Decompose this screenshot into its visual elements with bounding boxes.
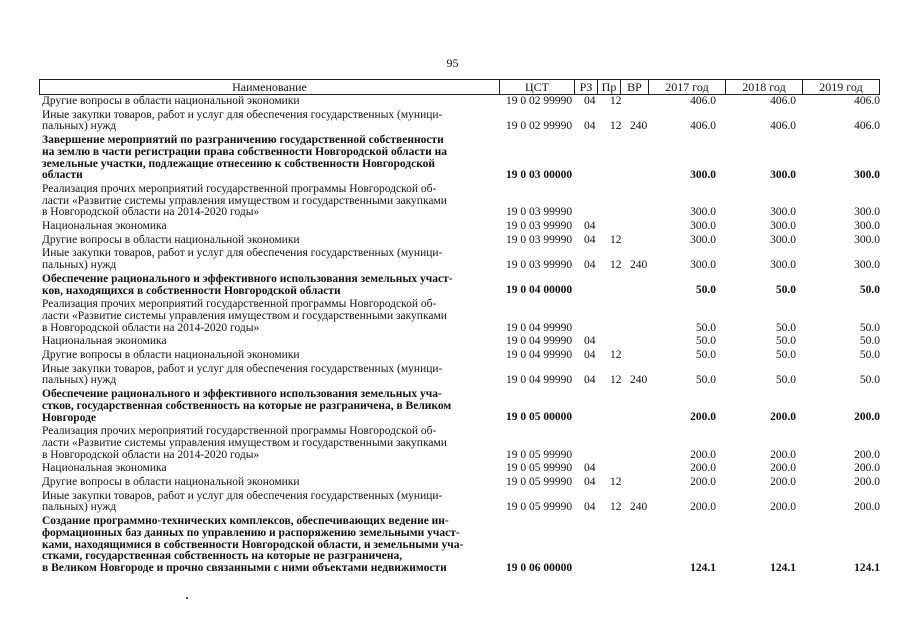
row-cst: 19 0 02 99990 [506, 94, 573, 107]
row-name-line: Другие вопросы в области национальной экономики [42, 349, 300, 361]
row-2017: 50.0 [695, 321, 716, 334]
row-name-line: области [42, 169, 83, 182]
row-2017: 50.0 [695, 335, 716, 348]
row-cst: 19 0 04 00000 [506, 284, 573, 297]
row-2018: 200.0 [770, 501, 796, 514]
row-name [42, 389, 497, 424]
row-2018: 50.0 [775, 348, 796, 361]
row-2017: 200.0 [690, 475, 716, 488]
row-name [42, 96, 497, 108]
row-name-line: стками, государственная собственность на которые не разграничена, [42, 550, 403, 563]
row-name-line: земельные участки, подлежащие отнесению к собственности Новгородской [42, 157, 436, 170]
header-cst: ЦСТ [499, 80, 574, 94]
row-cst: 19 0 05 00000 [506, 411, 573, 424]
row-pr: 12 [610, 94, 622, 107]
row-pr: 12 [610, 120, 622, 133]
row-2018: 300.0 [770, 206, 796, 219]
row-name-line: в Великом Новгороде и прочно связанными с ними объектами недвижимости [42, 561, 447, 574]
row-2017: 50.0 [695, 348, 716, 361]
row-name-line: Обеспечение рационального и эффективного использования земельных уча- [42, 388, 442, 401]
row-rz: 04 [584, 335, 596, 348]
row-name-line: Национальная экономика [42, 462, 167, 475]
row-rz: 04 [584, 94, 596, 107]
row-name-line: пальных) нужд [42, 120, 117, 133]
row-name-line: Другие вопросы в области национальной экономики [42, 95, 300, 107]
row-name [42, 364, 497, 387]
row-2018: 200.0 [770, 411, 796, 424]
row-name [42, 426, 497, 461]
row-vr: 240 [630, 120, 648, 133]
row-2019: 50.0 [859, 374, 880, 387]
row-2017: 200.0 [690, 411, 716, 424]
row-rz: 04 [584, 501, 596, 514]
row-cst: 19 0 03 99990 [506, 233, 573, 246]
row-name [42, 135, 497, 182]
row-2017: 200.0 [690, 448, 716, 461]
table-row [42, 491, 880, 514]
table-row [42, 248, 880, 271]
row-2017: 300.0 [690, 169, 716, 182]
table-row [42, 110, 880, 133]
table-row [42, 350, 880, 362]
row-2019: 200.0 [854, 475, 880, 488]
table-row [42, 336, 880, 348]
row-name [42, 463, 497, 475]
row-pr: 12 [610, 475, 622, 488]
row-cst: 19 0 04 99990 [506, 374, 573, 387]
row-2018: 50.0 [775, 335, 796, 348]
row-cst: 19 0 05 99990 [506, 501, 573, 514]
row-cst: 19 0 03 00000 [506, 169, 573, 182]
row-name [42, 299, 497, 334]
table-row [42, 96, 880, 108]
table-row [42, 274, 880, 297]
scan-speck [186, 597, 188, 599]
row-2017: 300.0 [690, 259, 716, 272]
row-2017: 300.0 [690, 206, 716, 219]
row-2018: 300.0 [770, 219, 796, 232]
row-name [42, 491, 497, 514]
row-cst: 19 0 03 99990 [506, 206, 573, 219]
row-2018: 124.1 [770, 561, 796, 574]
row-2018: 300.0 [770, 233, 796, 246]
table-row [42, 364, 880, 387]
header-name: Наименование [39, 80, 499, 94]
row-2017: 300.0 [690, 233, 716, 246]
row-name-line: Реализация прочих мероприятий государственной программы Новгородской об- [42, 425, 437, 438]
row-2019: 200.0 [854, 448, 880, 461]
row-2019: 50.0 [859, 335, 880, 348]
table-row [42, 389, 880, 424]
row-2018: 50.0 [775, 321, 796, 334]
header-2019: 2019 год [802, 80, 880, 94]
row-2019: 124.1 [854, 561, 880, 574]
row-name-line: пальных) нужд [42, 501, 117, 514]
row-2018: 200.0 [770, 475, 796, 488]
row-name-line: Новгороде [42, 411, 97, 424]
row-cst: 19 0 03 99990 [506, 219, 573, 232]
row-vr: 240 [630, 374, 648, 387]
row-cst: 19 0 05 99990 [506, 475, 573, 488]
row-2019: 50.0 [859, 284, 880, 297]
row-name-line: ков, находящихся в собственности Новгородской области [42, 284, 341, 297]
row-name [42, 336, 497, 348]
table-row [42, 463, 880, 475]
row-2019: 406.0 [854, 120, 880, 133]
row-name [42, 274, 497, 297]
row-2018: 406.0 [770, 120, 796, 133]
row-2018: 50.0 [775, 374, 796, 387]
row-2018: 50.0 [775, 284, 796, 297]
row-2017: 406.0 [690, 120, 716, 133]
row-cst: 19 0 04 99990 [506, 321, 573, 334]
row-pr: 12 [610, 348, 622, 361]
row-name-line: Национальная экономика [42, 335, 167, 348]
row-name-line: Реализация прочих мероприятий государственной программы Новгородской об- [42, 298, 437, 311]
row-name-line: Другие вопросы в области национальной экономики [42, 476, 300, 488]
table-row [42, 426, 880, 461]
row-2019: 300.0 [854, 233, 880, 246]
row-name-line: Иные закупки товаров, работ и услуг для обеспечения государственных (муници- [42, 362, 443, 375]
row-name-line: ками, находящимися в собственности Новгородской области, и земельными уча- [42, 538, 464, 551]
row-cst: 19 0 05 99990 [506, 448, 573, 461]
row-name [42, 350, 497, 362]
table-row [42, 235, 880, 247]
row-name-line: Обеспечение рационального и эффективного использования земельных участ- [42, 272, 453, 285]
row-2018: 200.0 [770, 462, 796, 475]
row-cst: 19 0 06 00000 [506, 561, 573, 574]
row-2019: 406.0 [854, 94, 880, 107]
row-name [42, 477, 497, 489]
row-name-line: Иные закупки товаров, работ и услуг для обеспечения государственных (муници- [42, 247, 443, 260]
row-2019: 300.0 [854, 206, 880, 219]
row-name-line: Создание программно-технических комплексов, обеспечивающих ведение ин- [42, 515, 449, 528]
row-2017: 50.0 [695, 284, 716, 297]
row-name-line: ласти «Развитие системы управления имуществом и государственными закупками [42, 194, 447, 207]
row-cst: 19 0 02 99990 [506, 120, 573, 133]
row-name-line: в Новгородской области на 2014-2020 годы» [42, 448, 260, 461]
row-name-line: ласти «Развитие системы управления имуществом и государственными закупками [42, 436, 447, 449]
row-name-line: пальных) нужд [42, 259, 117, 272]
row-2018: 300.0 [770, 169, 796, 182]
page-number: 95 [446, 56, 459, 70]
row-rz: 04 [584, 348, 596, 361]
table-row [42, 299, 880, 334]
row-rz: 04 [584, 233, 596, 246]
row-name-line: формационных баз данных по управлению и распоряжению земельными участ- [42, 526, 460, 539]
row-2017: 406.0 [690, 94, 716, 107]
row-name [42, 110, 497, 133]
row-rz: 04 [584, 259, 596, 272]
row-name-line: Завершение мероприятий по разграничению государственной собственности [42, 134, 444, 147]
row-cst: 19 0 03 99990 [506, 259, 573, 272]
row-name-line: стков, государственная собственность на которые не разграничена, в Великом [42, 399, 452, 412]
row-pr: 12 [610, 259, 622, 272]
row-2018: 200.0 [770, 448, 796, 461]
row-name-line: в Новгородской области на 2014-2020 годы» [42, 206, 260, 219]
table-header [39, 79, 880, 95]
row-rz: 04 [584, 475, 596, 488]
header-2017: 2017 год [648, 80, 725, 94]
row-vr: 240 [630, 501, 648, 514]
row-name-line: Реализация прочих мероприятий государственной программы Новгородской об- [42, 182, 437, 195]
row-name-line: ласти «Развитие системы управления имуществом и государственными закупками [42, 309, 447, 322]
row-2017: 124.1 [690, 561, 716, 574]
row-2017: 300.0 [690, 219, 716, 232]
row-name-line: Иные закупки товаров, работ и услуг для обеспечения государственных (муници- [42, 489, 443, 502]
row-vr: 240 [630, 259, 648, 272]
table-row [42, 184, 880, 219]
row-2019: 300.0 [854, 169, 880, 182]
row-2019: 50.0 [859, 321, 880, 334]
table-row [42, 477, 880, 489]
row-cst: 19 0 04 99990 [506, 348, 573, 361]
header-vr: ВР [620, 80, 648, 94]
row-name-line: в Новгородской области на 2014-2020 годы» [42, 321, 260, 334]
row-2017: 200.0 [690, 462, 716, 475]
row-2019: 200.0 [854, 462, 880, 475]
row-name-line: Другие вопросы в области национальной экономики [42, 233, 300, 246]
row-rz: 04 [584, 462, 596, 475]
row-name [42, 235, 497, 247]
header-2018: 2018 год [725, 80, 802, 94]
table-row [42, 135, 880, 182]
row-2019: 200.0 [854, 411, 880, 424]
row-pr: 12 [610, 233, 622, 246]
row-name [42, 516, 497, 575]
row-name [42, 248, 497, 271]
row-name-line: Национальная экономика [42, 220, 167, 232]
row-name [42, 184, 497, 219]
row-pr: 12 [610, 374, 622, 387]
row-cst: 19 0 04 99990 [506, 335, 573, 348]
row-rz: 04 [584, 120, 596, 133]
row-2019: 300.0 [854, 219, 880, 232]
header-pr: Пр [597, 80, 620, 94]
row-2018: 300.0 [770, 259, 796, 272]
row-2019: 50.0 [859, 348, 880, 361]
row-2019: 200.0 [854, 501, 880, 514]
table-row [42, 516, 880, 575]
table-row [42, 221, 880, 233]
row-2017: 200.0 [690, 501, 716, 514]
row-name-line: Иные закупки товаров, работ и услуг для обеспечения государственных (муници- [42, 108, 443, 121]
row-rz: 04 [584, 219, 596, 232]
row-cst: 19 0 05 99990 [506, 462, 573, 475]
row-2018: 406.0 [770, 94, 796, 107]
row-name-line: пальных) нужд [42, 374, 117, 387]
row-pr: 12 [610, 501, 622, 514]
row-2017: 50.0 [695, 374, 716, 387]
row-2019: 300.0 [854, 259, 880, 272]
row-name [42, 221, 497, 233]
row-name-line: на землю в части регистрации права собственности Новгородской области на [42, 145, 447, 158]
header-rz: РЗ [574, 80, 597, 94]
row-rz: 04 [584, 374, 596, 387]
